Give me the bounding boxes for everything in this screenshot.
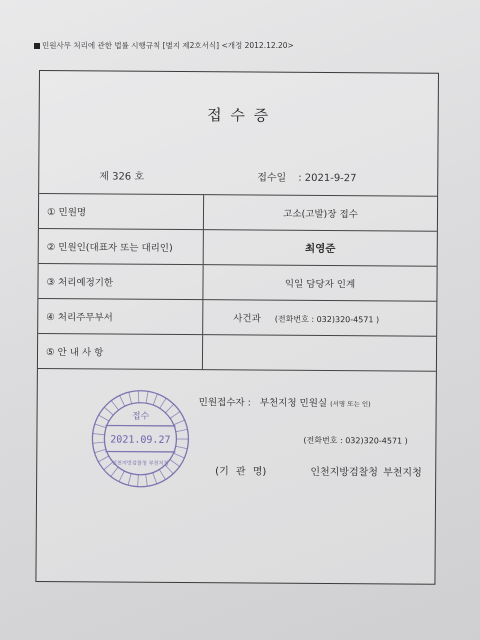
receipt-date — [257, 169, 356, 185]
stamp-date: 2021.09.27 — [110, 434, 171, 446]
receipt-date-value: : 2021-9-27 — [298, 172, 357, 185]
stamp-tick — [111, 467, 118, 477]
stamp-tick — [128, 473, 131, 485]
row-label: ② 민원인(대표자 또는 대리인) — [39, 229, 204, 265]
stamp-tick — [138, 475, 139, 487]
stamp-tick — [99, 415, 110, 421]
stamp-tick — [173, 453, 184, 458]
stamp-tick — [129, 392, 132, 404]
stamp-tick — [146, 474, 148, 486]
stamp-tick — [153, 473, 157, 484]
receipt-date-label: 접수일 — [257, 172, 287, 184]
stamp-tick — [160, 398, 166, 408]
receiver-line — [199, 394, 371, 409]
receiver-phone: (전화번호 : 032)320-4571 ) — [303, 435, 408, 446]
stamp-tick — [95, 424, 106, 428]
form-title: 접 수 증 — [207, 106, 271, 125]
stamp-tick — [176, 446, 188, 448]
organization-label: (기 관 명) — [215, 466, 267, 478]
stamp-tick — [174, 420, 185, 425]
table-row — [38, 334, 436, 372]
stamp-top-text: 접수 — [131, 411, 150, 422]
stamp-tick — [120, 395, 125, 406]
stamp-tick — [153, 394, 157, 405]
row-label: ③ 처리예정기한 — [38, 264, 203, 300]
organization-line — [215, 462, 422, 478]
row-value — [203, 300, 437, 337]
stamp-tick — [95, 449, 106, 453]
stamp-tick — [159, 469, 165, 479]
form-reference-text: 민원사무 처리에 관한 법률 시행규칙 [별지 제2호서식] <개정 2012.12.20> — [42, 41, 294, 50]
stamp-tick — [93, 434, 105, 435]
stamp-tick — [93, 442, 105, 443]
stamp-bottom-text: 인천지방검찰청 부천지청 — [111, 460, 169, 467]
stamp-tick — [138, 391, 139, 403]
stamp-tick — [146, 391, 148, 403]
receipt-form — [35, 70, 439, 585]
receiver-name: 부천지청 민원실 — [259, 397, 328, 410]
department-phone: (전화번호 : 032)320-4571 ) — [274, 314, 380, 325]
applicant-signature: 최영준 — [203, 230, 437, 267]
row-label: ④ 처리주무부서 — [38, 299, 203, 335]
table-row — [38, 264, 436, 302]
receipt-stamp — [89, 387, 192, 490]
row-value — [202, 335, 436, 372]
stamp-tick — [111, 401, 118, 411]
stamp-tick — [104, 407, 113, 415]
form-reference-note — [34, 40, 294, 51]
department-name: 사건과 — [233, 313, 261, 325]
table-row — [38, 299, 436, 337]
receipt-number: 제 326 호 — [99, 171, 145, 183]
stamp-tick — [98, 456, 109, 462]
table-row — [39, 194, 437, 232]
receiver-label: 민원접수자 : — [198, 397, 251, 409]
row-value: 익일 담당자 인계 — [203, 265, 437, 302]
table-row — [39, 229, 437, 267]
receiver-sign-note: (서명 또는 인) — [330, 400, 371, 409]
bullet-square-icon — [34, 43, 40, 49]
stamp-tick — [170, 412, 180, 419]
row-label: ① 민원명 — [39, 194, 204, 230]
stamp-tick — [170, 459, 180, 466]
stamp-tick — [176, 429, 188, 431]
receipt-table — [38, 193, 437, 372]
stamp-tick — [119, 471, 124, 482]
stamp-tick — [165, 404, 173, 413]
row-label: ⑤ 안 내 사 항 — [38, 334, 203, 370]
row-value: 고소(고발)장 접수 — [203, 195, 437, 232]
organization-name: 인천지방검찰청 부천지청 — [310, 466, 422, 479]
